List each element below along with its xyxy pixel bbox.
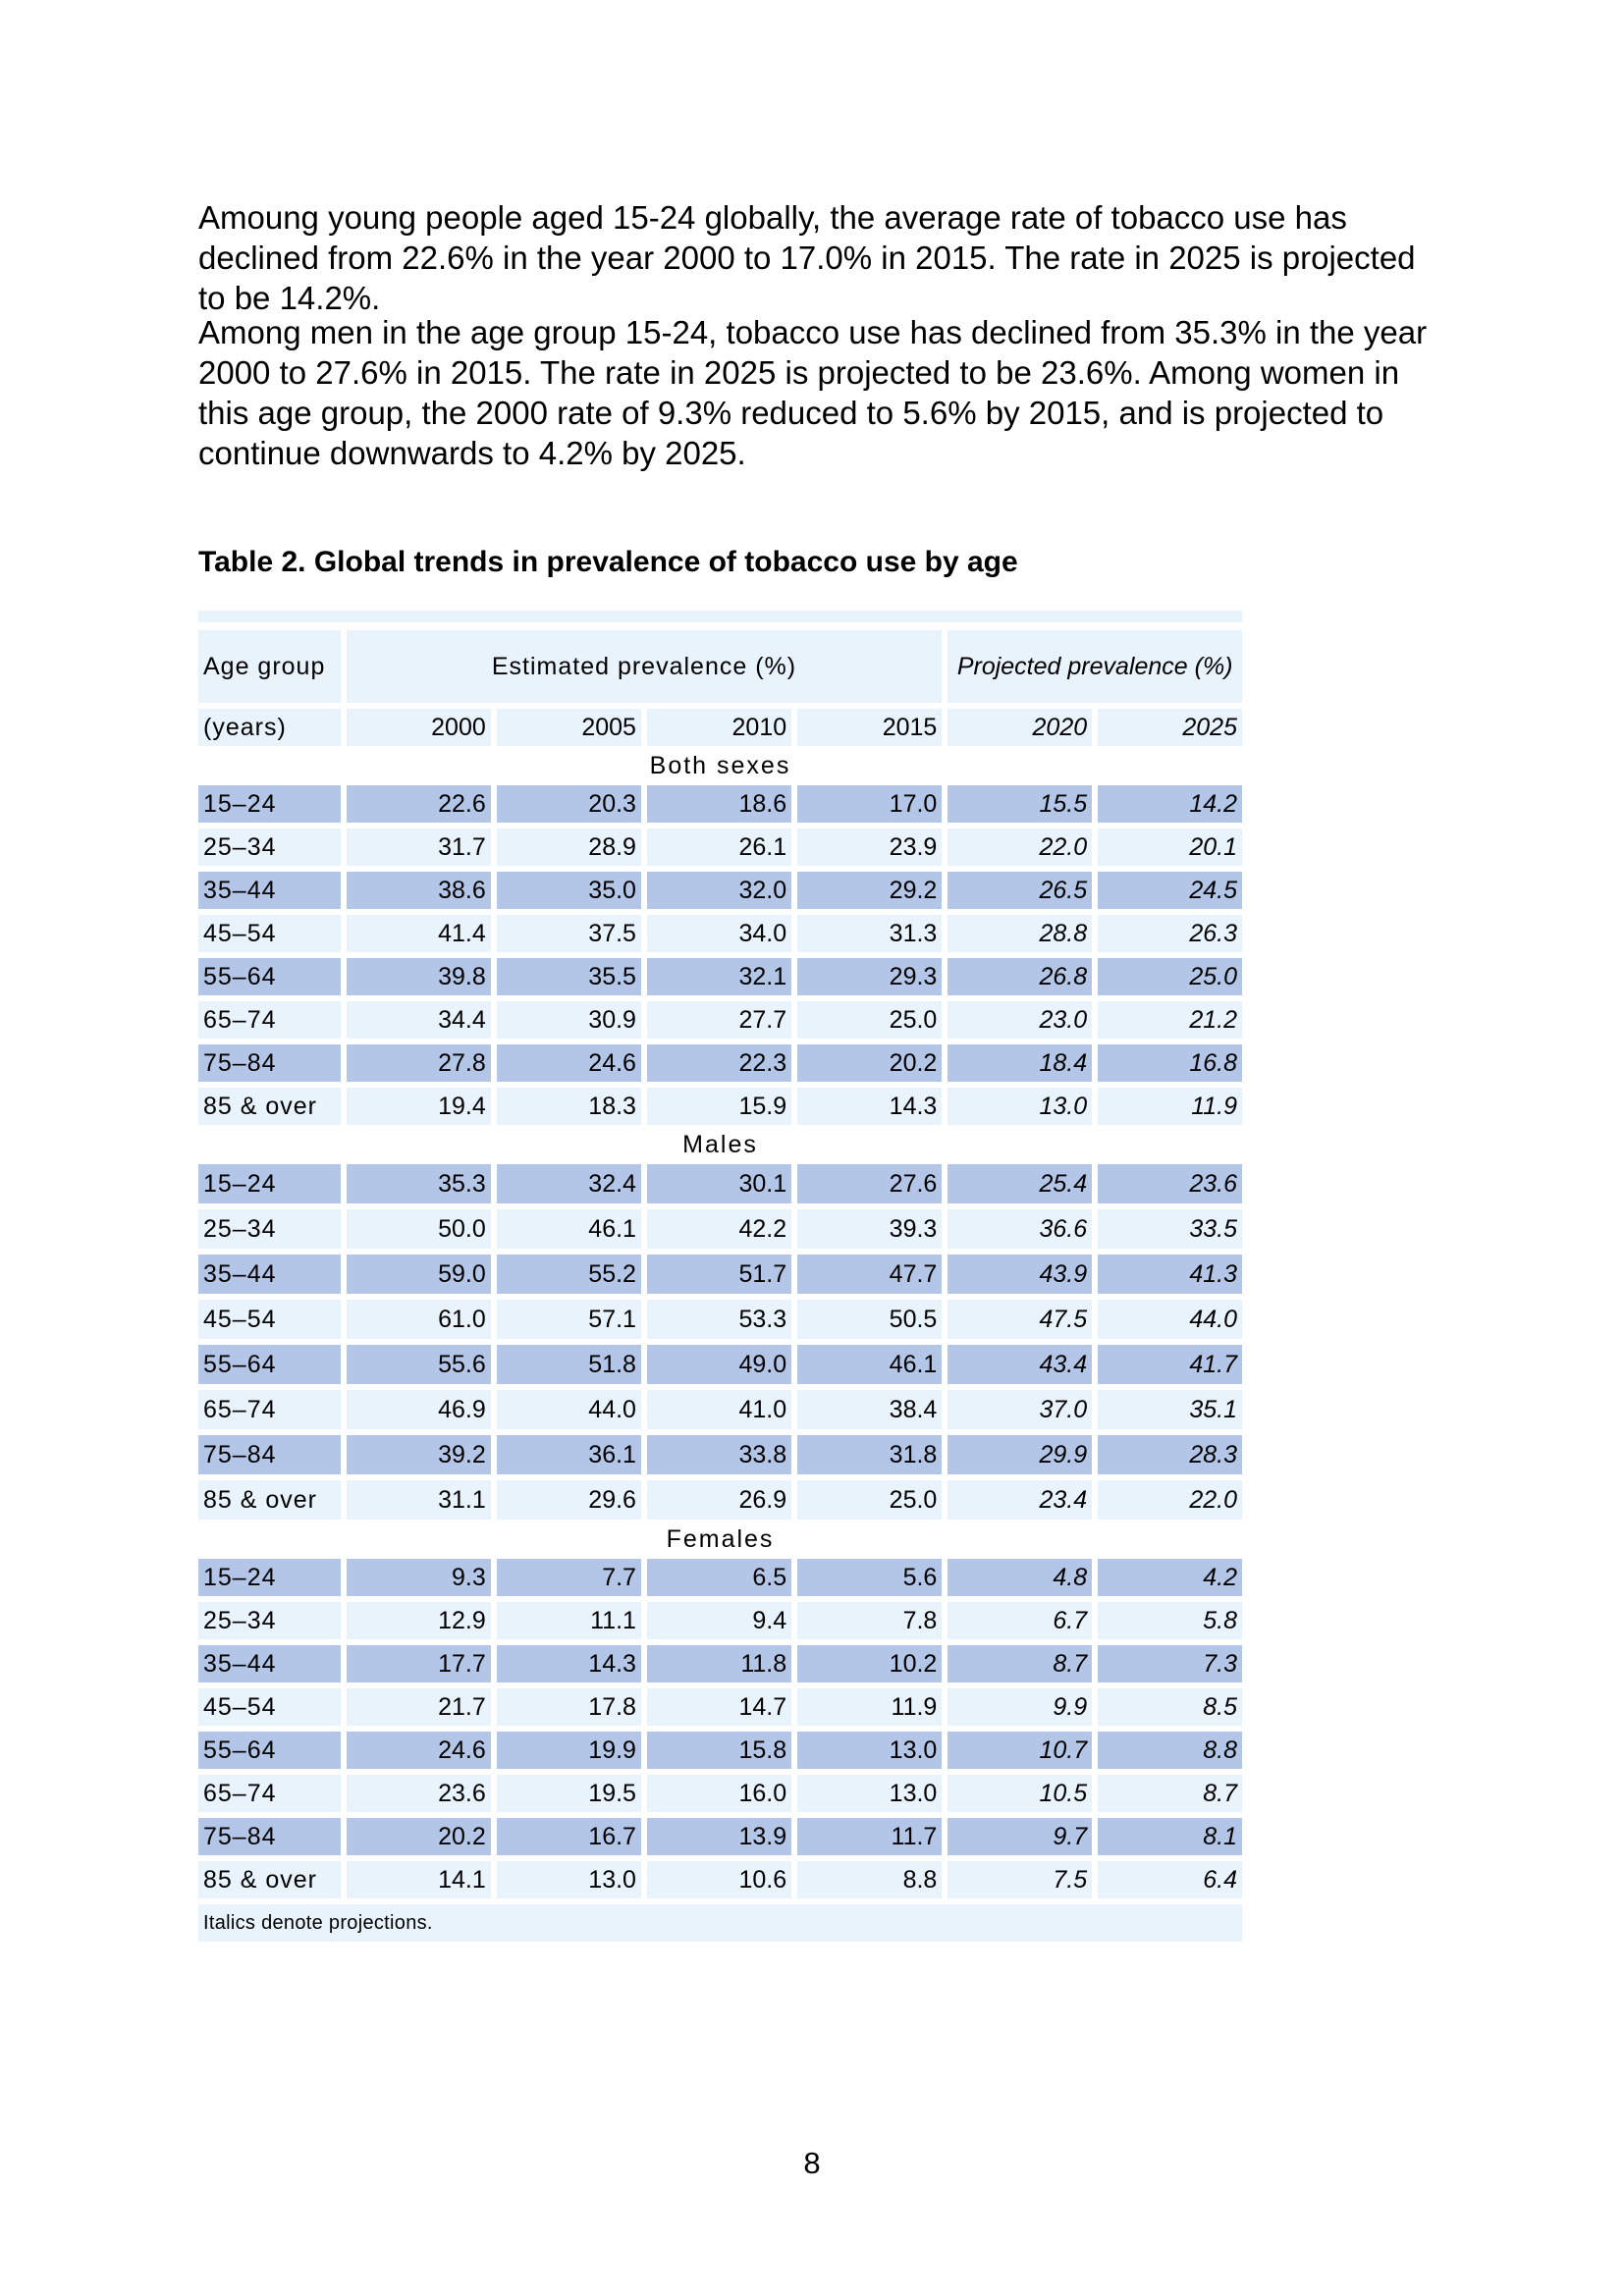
table-top-strip bbox=[198, 611, 1242, 622]
projected-value-cell: 8.7 bbox=[947, 1645, 1092, 1682]
age-group-cell: 55–64 bbox=[198, 958, 341, 995]
prevalence-table bbox=[198, 611, 1242, 1942]
estimated-value-cell: 39.3 bbox=[797, 1209, 942, 1249]
projected-prevalence-header: Projected prevalence (%) bbox=[947, 630, 1242, 703]
section-title: Both sexes bbox=[649, 751, 791, 779]
table-row bbox=[198, 872, 1242, 909]
estimated-value-cell: 32.4 bbox=[497, 1164, 641, 1203]
age-group-cell: 45–54 bbox=[198, 915, 341, 952]
estimated-value-cell: 26.9 bbox=[647, 1480, 791, 1520]
projected-value-cell: 23.0 bbox=[947, 1001, 1092, 1039]
estimated-value-cell: 11.8 bbox=[647, 1645, 791, 1682]
estimated-value-cell: 35.0 bbox=[497, 872, 641, 909]
age-group-cell: 65–74 bbox=[198, 1390, 341, 1429]
age-group-cell: 45–54 bbox=[198, 1688, 341, 1726]
estimated-value-cell: 13.0 bbox=[497, 1861, 641, 1898]
age-group-cell: 15–24 bbox=[198, 1559, 341, 1596]
intro-paragraph-youth: Amoung young people aged 15-24 globally, the average rate of tobacco use has declined from 22.6% in the year 2000 to 17.0% in 2015. The rate in 2025 is projected to be 14.2%. bbox=[198, 199, 1416, 316]
estimated-value-cell: 51.7 bbox=[647, 1255, 791, 1294]
estimated-value-cell: 42.2 bbox=[647, 1209, 791, 1249]
projected-value-cell: 9.9 bbox=[947, 1688, 1092, 1726]
table-row bbox=[198, 1209, 1242, 1249]
age-group-cell: 35–44 bbox=[198, 1645, 341, 1682]
age-group-cell: 65–74 bbox=[198, 1775, 341, 1812]
table-row bbox=[198, 915, 1242, 952]
projected-value-cell: 20.1 bbox=[1098, 828, 1242, 866]
estimated-value-cell: 19.9 bbox=[497, 1732, 641, 1769]
table-row bbox=[198, 1164, 1242, 1203]
age-group-cell: 65–74 bbox=[198, 1001, 341, 1039]
estimated-value-cell: 10.6 bbox=[647, 1861, 791, 1898]
estimated-value-cell: 30.1 bbox=[647, 1164, 791, 1203]
estimated-value-cell: 20.2 bbox=[347, 1818, 491, 1855]
estimated-value-cell: 35.5 bbox=[497, 958, 641, 995]
estimated-value-cell: 31.3 bbox=[797, 915, 942, 952]
estimated-value-cell: 32.0 bbox=[647, 872, 791, 909]
projected-value-cell: 5.8 bbox=[1098, 1602, 1242, 1639]
estimated-value-cell: 20.3 bbox=[497, 785, 641, 823]
estimated-value-cell: 37.5 bbox=[497, 915, 641, 952]
estimated-value-cell: 17.8 bbox=[497, 1688, 641, 1726]
table-row bbox=[198, 1001, 1242, 1039]
projected-value-cell: 29.9 bbox=[947, 1435, 1092, 1474]
page-number: 8 bbox=[803, 2146, 821, 2180]
estimated-value-cell: 20.2 bbox=[797, 1044, 942, 1082]
projected-value-cell: 25.4 bbox=[947, 1164, 1092, 1203]
projected-value-cell: 26.5 bbox=[947, 872, 1092, 909]
age-group-cell: 15–24 bbox=[198, 1164, 341, 1203]
estimated-value-cell: 35.3 bbox=[347, 1164, 491, 1203]
table-row bbox=[198, 1732, 1242, 1769]
estimated-value-cell: 23.9 bbox=[797, 828, 942, 866]
estimated-value-cell: 7.8 bbox=[797, 1602, 942, 1639]
projected-value-cell: 8.8 bbox=[1098, 1732, 1242, 1769]
table-row bbox=[198, 1645, 1242, 1682]
estimated-value-cell: 16.0 bbox=[647, 1775, 791, 1812]
estimated-value-cell: 24.6 bbox=[347, 1732, 491, 1769]
section-title: Males bbox=[682, 1130, 758, 1158]
age-group-cell: 15–24 bbox=[198, 785, 341, 823]
estimated-value-cell: 29.2 bbox=[797, 872, 942, 909]
estimated-value-cell: 16.7 bbox=[497, 1818, 641, 1855]
estimated-value-cell: 14.3 bbox=[797, 1088, 942, 1125]
estimated-value-cell: 51.8 bbox=[497, 1345, 641, 1384]
projected-value-cell: 25.0 bbox=[1098, 958, 1242, 995]
year-header-projected: 2020 bbox=[947, 709, 1092, 746]
estimated-value-cell: 18.3 bbox=[497, 1088, 641, 1125]
projected-value-cell: 18.4 bbox=[947, 1044, 1092, 1082]
table-footnote: Italics denote projections. bbox=[198, 1904, 1242, 1942]
estimated-value-cell: 15.8 bbox=[647, 1732, 791, 1769]
estimated-value-cell: 53.3 bbox=[647, 1300, 791, 1339]
projected-value-cell: 41.7 bbox=[1098, 1345, 1242, 1384]
table-row bbox=[198, 1255, 1242, 1294]
projected-value-cell: 43.9 bbox=[947, 1255, 1092, 1294]
age-group-cell: 25–34 bbox=[198, 1209, 341, 1249]
intro-paragraph-gender: Among men in the age group 15-24, tobacco use has declined from 35.3% in the year 2000 to 27.6% in 2015. The rate in 2025 is projected to be 23.6%. Among women in this age group, the 2000 rate of 9.3% reduced to 5.6% by 2015, and is projected to continue downwards to 4.2% by 2025. bbox=[198, 314, 1428, 471]
age-group-cell: 85 & over bbox=[198, 1480, 341, 1520]
projected-value-cell: 8.7 bbox=[1098, 1775, 1242, 1812]
table-row bbox=[198, 1775, 1242, 1812]
estimated-value-cell: 27.7 bbox=[647, 1001, 791, 1039]
projected-value-cell: 23.4 bbox=[947, 1480, 1092, 1520]
age-group-cell: 55–64 bbox=[198, 1345, 341, 1384]
estimated-value-cell: 46.1 bbox=[497, 1209, 641, 1249]
estimated-value-cell: 17.7 bbox=[347, 1645, 491, 1682]
estimated-value-cell: 41.4 bbox=[347, 915, 491, 952]
estimated-value-cell: 8.8 bbox=[797, 1861, 942, 1898]
years-unit-label: (years) bbox=[198, 709, 341, 746]
estimated-value-cell: 41.0 bbox=[647, 1390, 791, 1429]
estimated-prevalence-header: Estimated prevalence (%) bbox=[347, 630, 943, 703]
estimated-value-cell: 9.4 bbox=[647, 1602, 791, 1639]
estimated-value-cell: 24.6 bbox=[497, 1044, 641, 1082]
estimated-value-cell: 38.4 bbox=[797, 1390, 942, 1429]
projected-value-cell: 21.2 bbox=[1098, 1001, 1242, 1039]
section-header-row bbox=[198, 1125, 1242, 1164]
table-footnote-row bbox=[198, 1904, 1242, 1942]
projected-value-cell: 15.5 bbox=[947, 785, 1092, 823]
projected-value-cell: 35.1 bbox=[1098, 1390, 1242, 1429]
projected-value-cell: 8.1 bbox=[1098, 1818, 1242, 1855]
age-group-cell: 75–84 bbox=[198, 1435, 341, 1474]
year-header-projected: 2025 bbox=[1098, 709, 1242, 746]
estimated-value-cell: 27.6 bbox=[797, 1164, 942, 1203]
table-row bbox=[198, 1480, 1242, 1520]
projected-value-cell: 36.6 bbox=[947, 1209, 1092, 1249]
projected-value-cell: 10.5 bbox=[947, 1775, 1092, 1812]
estimated-value-cell: 19.5 bbox=[497, 1775, 641, 1812]
table-row bbox=[198, 1688, 1242, 1726]
estimated-value-cell: 36.1 bbox=[497, 1435, 641, 1474]
projected-value-cell: 11.9 bbox=[1098, 1088, 1242, 1125]
estimated-value-cell: 14.3 bbox=[497, 1645, 641, 1682]
estimated-value-cell: 11.1 bbox=[497, 1602, 641, 1639]
estimated-value-cell: 28.9 bbox=[497, 828, 641, 866]
estimated-value-cell: 46.9 bbox=[347, 1390, 491, 1429]
estimated-value-cell: 46.1 bbox=[797, 1345, 942, 1384]
year-header: 2000 bbox=[347, 709, 491, 746]
projected-value-cell: 6.4 bbox=[1098, 1861, 1242, 1898]
projected-value-cell: 26.3 bbox=[1098, 915, 1242, 952]
estimated-value-cell: 12.9 bbox=[347, 1602, 491, 1639]
estimated-value-cell: 33.8 bbox=[647, 1435, 791, 1474]
estimated-value-cell: 32.1 bbox=[647, 958, 791, 995]
projected-value-cell: 28.8 bbox=[947, 915, 1092, 952]
table-row bbox=[198, 828, 1242, 866]
projected-value-cell: 22.0 bbox=[1098, 1480, 1242, 1520]
projected-value-cell: 24.5 bbox=[1098, 872, 1242, 909]
age-group-cell: 55–64 bbox=[198, 1732, 341, 1769]
table-row bbox=[198, 1390, 1242, 1429]
estimated-value-cell: 29.3 bbox=[797, 958, 942, 995]
estimated-value-cell: 34.0 bbox=[647, 915, 791, 952]
age-group-header: Age group bbox=[198, 630, 341, 703]
estimated-value-cell: 18.6 bbox=[647, 785, 791, 823]
estimated-value-cell: 34.4 bbox=[347, 1001, 491, 1039]
estimated-value-cell: 6.5 bbox=[647, 1559, 791, 1596]
projected-value-cell: 26.8 bbox=[947, 958, 1092, 995]
projected-value-cell: 23.6 bbox=[1098, 1164, 1242, 1203]
estimated-value-cell: 21.7 bbox=[347, 1688, 491, 1726]
table-row bbox=[198, 1088, 1242, 1125]
age-group-cell: 75–84 bbox=[198, 1818, 341, 1855]
projected-value-cell: 44.0 bbox=[1098, 1300, 1242, 1339]
estimated-value-cell: 31.8 bbox=[797, 1435, 942, 1474]
projected-value-cell: 7.3 bbox=[1098, 1645, 1242, 1682]
table-row bbox=[198, 1559, 1242, 1596]
estimated-value-cell: 29.6 bbox=[497, 1480, 641, 1520]
projected-value-cell: 14.2 bbox=[1098, 785, 1242, 823]
projected-value-cell: 47.5 bbox=[947, 1300, 1092, 1339]
table-row bbox=[198, 1300, 1242, 1339]
year-header: 2005 bbox=[497, 709, 641, 746]
estimated-value-cell: 31.7 bbox=[347, 828, 491, 866]
estimated-value-cell: 10.2 bbox=[797, 1645, 942, 1682]
estimated-value-cell: 25.0 bbox=[797, 1480, 942, 1520]
estimated-value-cell: 11.7 bbox=[797, 1818, 942, 1855]
estimated-value-cell: 44.0 bbox=[497, 1390, 641, 1429]
estimated-value-cell: 14.7 bbox=[647, 1688, 791, 1726]
estimated-value-cell: 47.7 bbox=[797, 1255, 942, 1294]
estimated-value-cell: 5.6 bbox=[797, 1559, 942, 1596]
estimated-value-cell: 25.0 bbox=[797, 1001, 942, 1039]
estimated-value-cell: 49.0 bbox=[647, 1345, 791, 1384]
projected-value-cell: 4.8 bbox=[947, 1559, 1092, 1596]
table-row bbox=[198, 1044, 1242, 1082]
projected-value-cell: 28.3 bbox=[1098, 1435, 1242, 1474]
estimated-value-cell: 39.8 bbox=[347, 958, 491, 995]
age-group-cell: 75–84 bbox=[198, 1044, 341, 1082]
table-caption: Table 2. Global trends in prevalence of tobacco use by age bbox=[198, 546, 1018, 578]
age-group-cell: 25–34 bbox=[198, 1602, 341, 1639]
estimated-value-cell: 23.6 bbox=[347, 1775, 491, 1812]
estimated-value-cell: 50.0 bbox=[347, 1209, 491, 1249]
projected-value-cell: 9.7 bbox=[947, 1818, 1092, 1855]
projected-value-cell: 41.3 bbox=[1098, 1255, 1242, 1294]
estimated-value-cell: 55.2 bbox=[497, 1255, 641, 1294]
year-header: 2015 bbox=[797, 709, 942, 746]
estimated-value-cell: 55.6 bbox=[347, 1345, 491, 1384]
year-header-row bbox=[198, 709, 1242, 746]
table-row bbox=[198, 958, 1242, 995]
section-header-row bbox=[198, 746, 1242, 785]
projected-value-cell: 7.5 bbox=[947, 1861, 1092, 1898]
projected-value-cell: 10.7 bbox=[947, 1732, 1092, 1769]
estimated-value-cell: 9.3 bbox=[347, 1559, 491, 1596]
estimated-value-cell: 22.3 bbox=[647, 1044, 791, 1082]
projected-value-cell: 33.5 bbox=[1098, 1209, 1242, 1249]
estimated-value-cell: 7.7 bbox=[497, 1559, 641, 1596]
table-row bbox=[198, 1435, 1242, 1474]
estimated-value-cell: 17.0 bbox=[797, 785, 942, 823]
estimated-value-cell: 31.1 bbox=[347, 1480, 491, 1520]
estimated-value-cell: 27.8 bbox=[347, 1044, 491, 1082]
age-group-cell: 35–44 bbox=[198, 1255, 341, 1294]
estimated-value-cell: 14.1 bbox=[347, 1861, 491, 1898]
estimated-value-cell: 30.9 bbox=[497, 1001, 641, 1039]
projected-value-cell: 37.0 bbox=[947, 1390, 1092, 1429]
age-group-cell: 45–54 bbox=[198, 1300, 341, 1339]
table-row bbox=[198, 1861, 1242, 1898]
projected-value-cell: 8.5 bbox=[1098, 1688, 1242, 1726]
table-row bbox=[198, 785, 1242, 823]
estimated-value-cell: 61.0 bbox=[347, 1300, 491, 1339]
age-group-cell: 85 & over bbox=[198, 1088, 341, 1125]
projected-value-cell: 6.7 bbox=[947, 1602, 1092, 1639]
projected-value-cell: 13.0 bbox=[947, 1088, 1092, 1125]
estimated-value-cell: 39.2 bbox=[347, 1435, 491, 1474]
estimated-value-cell: 38.6 bbox=[347, 872, 491, 909]
estimated-value-cell: 13.0 bbox=[797, 1775, 942, 1812]
age-group-cell: 25–34 bbox=[198, 828, 341, 866]
projected-value-cell: 43.4 bbox=[947, 1345, 1092, 1384]
estimated-value-cell: 13.0 bbox=[797, 1732, 942, 1769]
section-header-row bbox=[198, 1520, 1242, 1559]
table-row bbox=[198, 1345, 1242, 1384]
table-header-row bbox=[198, 630, 1242, 703]
table-row bbox=[198, 1818, 1242, 1855]
projected-value-cell: 16.8 bbox=[1098, 1044, 1242, 1082]
estimated-value-cell: 50.5 bbox=[797, 1300, 942, 1339]
estimated-value-cell: 59.0 bbox=[347, 1255, 491, 1294]
estimated-value-cell: 26.1 bbox=[647, 828, 791, 866]
estimated-value-cell: 15.9 bbox=[647, 1088, 791, 1125]
table-row bbox=[198, 1602, 1242, 1639]
estimated-value-cell: 13.9 bbox=[647, 1818, 791, 1855]
age-group-cell: 85 & over bbox=[198, 1861, 341, 1898]
year-header: 2010 bbox=[647, 709, 791, 746]
projected-value-cell: 22.0 bbox=[947, 828, 1092, 866]
estimated-value-cell: 22.6 bbox=[347, 785, 491, 823]
estimated-value-cell: 19.4 bbox=[347, 1088, 491, 1125]
estimated-value-cell: 57.1 bbox=[497, 1300, 641, 1339]
age-group-cell: 35–44 bbox=[198, 872, 341, 909]
estimated-value-cell: 11.9 bbox=[797, 1688, 942, 1726]
section-title: Females bbox=[666, 1524, 775, 1553]
projected-value-cell: 4.2 bbox=[1098, 1559, 1242, 1596]
